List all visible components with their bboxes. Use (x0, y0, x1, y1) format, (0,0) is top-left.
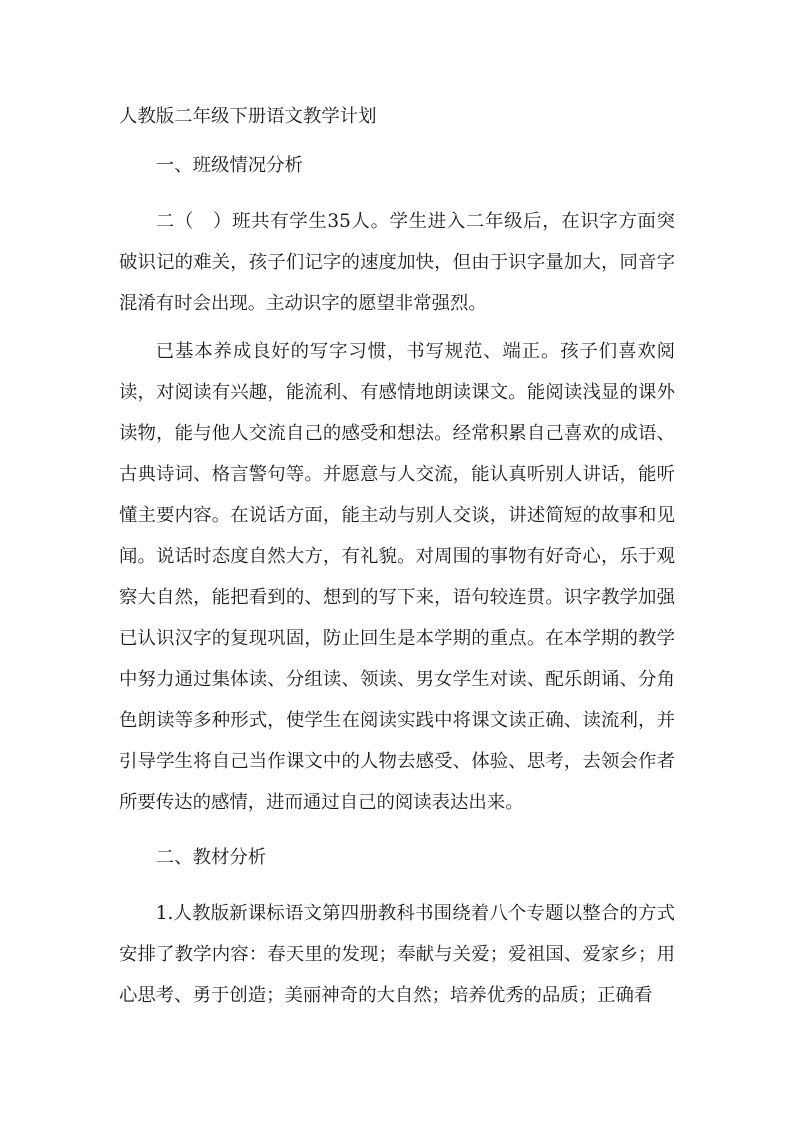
section-heading-class-analysis: 一、班级情况分析 (155, 155, 303, 176)
document-title: 人教版二年级下册语文教学计划 (119, 106, 377, 127)
paragraph-textbook-structure: 1.人教版新课标语文第四册教科书围绕着八个专题以整合的方式安排了教学内容：春天里的发现；奉献与关爱；爱祖国、爱家乡；用心思考、勇于创造；美丽神奇的大自然；培养优秀的品质；正确看 (119, 903, 675, 1006)
paragraph-student-abilities: 已基本养成良好的写字习惯，书写规范、端正。孩子们喜欢阅读，对阅读有兴趣，能流利、有感情地朗读课文。能阅读浅显的课外读物，能与他人交流自己的感受和想法。经常积累自己喜欢的成语、古典诗词、格言警句等。并愿意与人交流，能认真听别人讲话，能听懂主要内容。在说话方面，能主动与别人交谈，讲述简短的故事和见闻。说话时态度自然大方，有礼貌。对周围的事物有好奇心，乐于观察大自然，能把看到的、想到的写下来，语句较连贯。识字教学加强已认识汉字的复现巩固，防止回生是本学期的重点。在本学期的教学中努力通过集体读、分组读、领读、男女学生对读、配乐朗诵、分角色朗读等多种形式，使学生在阅读实践中将课文读正确、读流利，并引导学生将自己当作课文中的人物去感受、体验、思考，去领会作者所要传达的感情，进而通过自己的阅读表达出来。 (119, 341, 675, 813)
paragraph-class-overview: 二（ ）班共有学生35人。学生进入二年级后，在识字方面突破识记的难关，孩子们记字的速度加快，但由于识字量加大，同音字混淆有时会出现。主动识字的愿望非常强烈。 (119, 211, 675, 314)
document-page (119, 104, 675, 1016)
section-heading-textbook-analysis: 二、教材分析 (155, 847, 267, 868)
